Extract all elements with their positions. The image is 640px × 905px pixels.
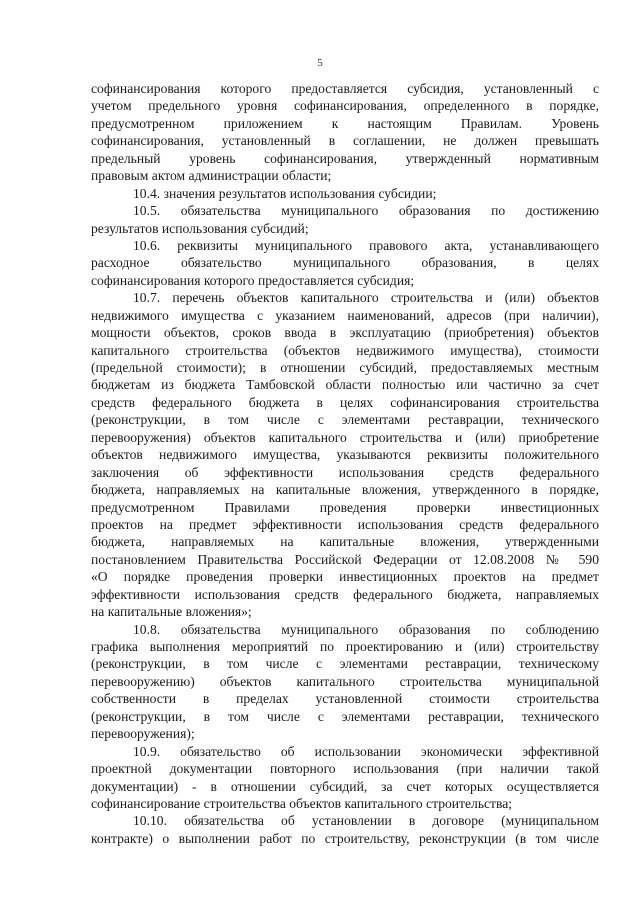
text-line: капитального строительства (объектов недвижимого имущества), стоимости [91, 342, 599, 358]
text-line: 10.5. обязательства муниципального образования по достижению [133, 203, 599, 219]
text-line: расходное обязательство муниципального образования, в целях [91, 255, 599, 271]
text-line: мощности объектов, сроков ввода в эксплуатацию (приобретения) объектов [91, 325, 599, 341]
text-line: перевооружения); [91, 726, 195, 742]
text-line: перевооружения) объектов капитального строительства и (или) приобретение [91, 429, 599, 445]
text-line: бюджета, направляемых на капитальные вложения, утвержденного в порядке, [91, 482, 599, 498]
text-line: 10.8. обязательства муниципального образования по соблюдению [133, 621, 599, 637]
text-line: постановлением Правительства Российской Федерации от 12.08.2008 № 590 [91, 551, 599, 567]
text-line: предельный уровень софинансирования, утвержденный нормативным [91, 150, 599, 166]
text-line: (реконструкции, в том числе с элементами реставрации, технического [91, 708, 599, 724]
text-line: софинансирование строительства объектов капитального строительства; [91, 795, 513, 811]
text-line: 10.9. обязательство об использовании экономически эффективной [133, 743, 599, 759]
text-line: средств федерального бюджета в целях софинансирования строительства [91, 394, 599, 410]
text-line: софинансирования, установленный в соглашении, не должен превышать [91, 133, 599, 149]
text-line: 10.6. реквизиты муниципального правового акта, устанавливающего [133, 237, 599, 253]
text-line: заключения об эффективности использования средств федерального [91, 464, 599, 480]
text-line: проектов на предмет эффективности использования средств федерального [91, 516, 599, 532]
text-line: контракте) о выполнении работ по строительству, реконструкции (в том числе [91, 830, 599, 846]
text-line: результатов использования субсидий; [91, 220, 309, 236]
text-line: 10.4. значения результатов использования субсидии; [133, 185, 437, 201]
text-line: (реконструкции, в том числе с элементами реставрации, техническому [91, 656, 599, 672]
text-line: проектной документации повторного использования (при наличии такой [91, 761, 599, 777]
text-line: 10.10. обязательства об установлении в договоре (муниципальном [133, 813, 599, 829]
text-line: собственности в пределах установленной стоимости строительства [91, 691, 599, 707]
text-line: софинансирования которого предоставляется субсидия; [91, 272, 415, 288]
text-line: (предельной стоимости); в отношении субсидий, предоставляемых местным [91, 360, 599, 375]
text-line: учетом предельного уровня софинансирования, определенного в порядке, [91, 98, 599, 114]
text-line: на капитальные вложения»; [91, 604, 252, 620]
text-line: (реконструкции, в том числе с элементами реставрации, технического [91, 412, 599, 428]
text-line: недвижимого имущества с указанием наименований, адресов (при наличии), [91, 307, 599, 323]
text-line: предусмотренном Правилами проведения проверки инвестиционных [91, 499, 599, 515]
text-line: предусмотренном приложением к настоящим Правилам. Уровень [91, 115, 599, 131]
text-line: бюджетам из бюджета Тамбовской области полностью или частично за счет [91, 377, 599, 393]
text-line: документации) - в отношении субсидий, за счет которых осуществляется [91, 778, 599, 794]
text-line: правовым актом администрации области; [91, 168, 332, 184]
text-line: бюджета, направляемых на капитальные вложения, утвержденными [91, 534, 599, 550]
page-number: 5 [317, 57, 323, 69]
text-line: объектов недвижимого имущества, указываются реквизиты положительного [91, 447, 599, 463]
text-line: «О порядке проведения проверки инвестиционных проектов на предмет [91, 569, 599, 585]
text-line: 10.7. перечень объектов капитального строительства и (или) объектов [133, 290, 599, 306]
body-text [91, 80, 599, 847]
text-line: перевооружению) объектов капитального строительства муниципальной [91, 673, 599, 689]
text-line: эффективности использования средств федерального бюджета, направляемых [91, 586, 599, 602]
text-line: софинансирования которого предоставляется субсидия, установленный с [91, 81, 599, 96]
text-line: графика выполнения мероприятий по проектированию и (или) строительству [91, 639, 599, 654]
